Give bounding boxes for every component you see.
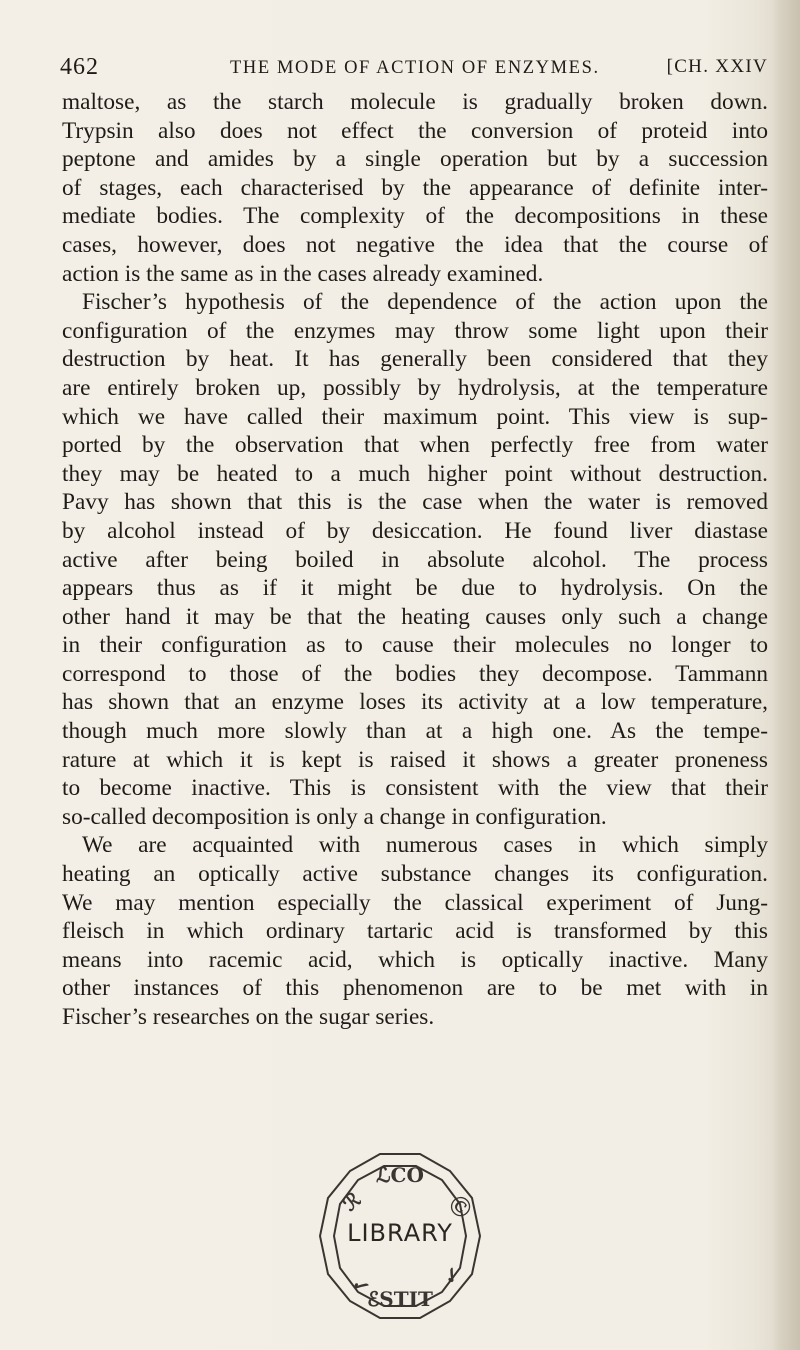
text-line: Trypsin also does not effect the conversion of proteid into — [62, 117, 768, 144]
text-line: action is the same as in the cases already examined. — [62, 260, 544, 287]
text-line: ported by the observation that when perfectly free from water — [62, 432, 768, 459]
svg-text:ℒCO: ℒCO — [376, 1163, 424, 1187]
text-line: other instances of this phenomenon are to be met with in — [62, 975, 768, 1002]
running-header — [60, 54, 768, 88]
body-text — [62, 88, 768, 1032]
running-title: THE MODE OF ACTION OF ENZYMES. — [230, 58, 600, 78]
page-number: 462 — [60, 54, 99, 80]
text-line: which we have called their maximum point. This view is sup- — [62, 403, 768, 430]
svg-text:Ⓒ: Ⓒ — [444, 1191, 476, 1223]
text-line: in their configuration as to cause their molecules no longer to — [62, 632, 768, 659]
text-line: though much more slowly than at a high one. As the tempe- — [62, 718, 768, 745]
text-line: active after being boiled in absolute alcohol. The process — [62, 546, 768, 573]
chapter-reference: [CH. XXIV — [666, 56, 768, 77]
svg-text:ℰSTIT: ℰSTIT — [367, 1287, 433, 1311]
text-line: maltose, as the starch molecule is gradually broken down. — [62, 89, 768, 115]
stamp-label: LIBRARY — [347, 1219, 453, 1247]
text-line: configuration of the enzymes may throw some light upon their — [62, 317, 768, 344]
text-line: they may be heated to a much higher point without destruction. — [62, 460, 768, 487]
text-line: We may mention especially the classical experiment of Jung- — [62, 889, 768, 916]
text-line: cases, however, does not negative the idea that the course of — [62, 231, 768, 258]
text-line: of stages, each characterised by the appearance of definite inter- — [62, 174, 768, 201]
text-line: Fischer’s researches on the sugar series. — [62, 1004, 435, 1030]
text-line: destruction by heat. It has generally been considered that they — [62, 346, 768, 373]
text-line: Pavy has shown that this is the case when the water is removed — [62, 489, 768, 516]
text-line: Fischer’s hypothesis of the dependence of the action upon the — [82, 289, 768, 316]
text-line: We are acquainted with numerous cases in which simply — [82, 832, 768, 859]
text-line: by alcohol instead of by desiccation. He found liver diastase — [62, 517, 768, 544]
text-line: to become inactive. This is consistent with the view that their — [62, 775, 768, 802]
text-line: peptone and amides by a single operation but by a succession — [62, 146, 768, 173]
text-line: are entirely broken up, possibly by hydrolysis, at the temperature — [62, 374, 768, 401]
svg-text:✓: ✓ — [437, 1260, 467, 1290]
text-line: other hand it may be that the heating causes only such a change — [62, 603, 768, 630]
text-line: rature at which it is kept is raised it shows a greater proneness — [62, 746, 768, 773]
svg-text:✓: ✓ — [346, 1271, 376, 1301]
text-line: means into racemic acid, which is optically inactive. Many — [62, 946, 768, 973]
text-line: correspond to those of the bodies they decompose. Tammann — [62, 660, 768, 687]
text-line: so-called decomposition is only a change in configuration. — [62, 803, 607, 830]
svg-text:ℛ: ℛ — [337, 1187, 366, 1216]
text-line: has shown that an enzyme loses its activity at a low temperature, — [62, 689, 768, 716]
text-line: appears thus as if it might be due to hydrolysis. On the — [62, 575, 768, 602]
text-line: heating an optically active substance changes its configuration. — [62, 861, 768, 888]
library-stamp — [300, 1136, 500, 1336]
page-edge-shadow — [772, 0, 800, 1350]
text-line: fleisch in which ordinary tartaric acid is transformed by this — [62, 918, 768, 945]
text-line: mediate bodies. The complexity of the decompositions in these — [62, 203, 768, 230]
